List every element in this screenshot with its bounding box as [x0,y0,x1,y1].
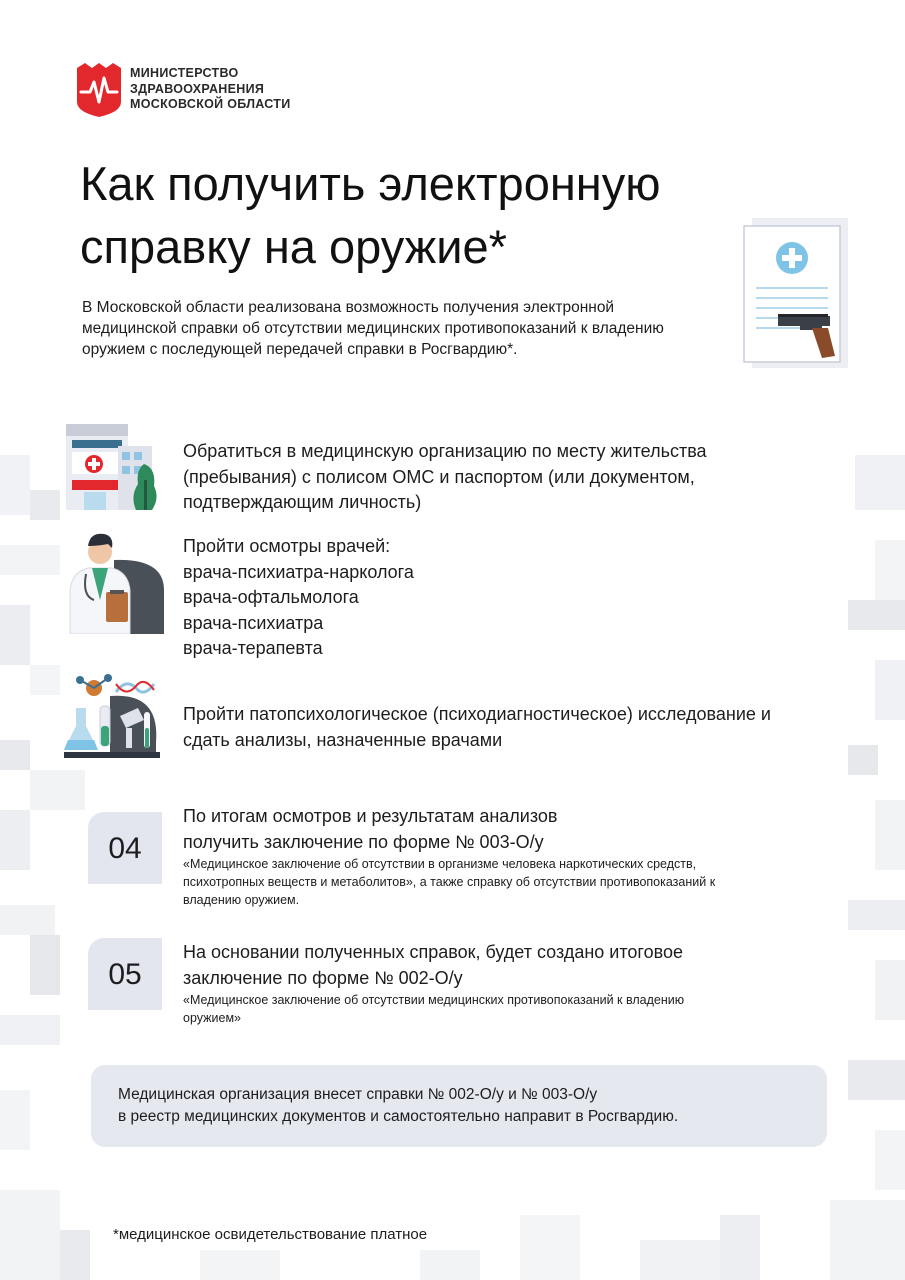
laboratory-icon [64,668,164,762]
page-title-line-1: Как получить электронную [80,157,661,210]
doctor-icon [64,530,164,634]
step-4-line-1: По итогам осмотров и результатам анализов [183,806,558,826]
document-pistol-icon [738,218,850,370]
ministry-line-3: МОСКОВСКОЙ ОБЛАСТИ [130,97,291,111]
step-5-line-2: заключение по форме № 002-О/у [183,967,463,988]
step-1-text [183,439,707,516]
notice-box [91,1065,827,1147]
notice-line-2: в реестр медицинских документов и самостоятельно направит в Росгвардию. [118,1108,679,1125]
step-2-line-1: Пройти осмотры врачей: [183,536,391,556]
step-5-note-line-2: оружием» [183,1011,241,1025]
step-1-line-2: (пребывания) с полисом ОМС и паспортом (или документом, [183,466,695,487]
step-4-note [183,855,715,909]
intro-line-3: оружием с последующей передачей справки в Росгвардию*. [82,341,518,358]
step-4-number: 04 [108,832,142,865]
intro-line-2: медицинской справки об отсутствии медицинских противопоказаний к владению [82,320,664,337]
step-5-number: 05 [108,958,142,991]
step-2-line-4: врача-психиатра [183,612,324,633]
step-5-number-box [88,938,162,1010]
step-4-note-line-1: «Медицинское заключение об отсутствии в организме человека наркотических средств, [183,857,697,871]
step-5-text [183,940,684,1027]
step-5-line-1: На основании полученных справок, будет создано итоговое [183,942,683,962]
notice-line-1: Медицинская организация внесет справки № 002-О/у и № 003-О/у [118,1086,598,1103]
step-1-line-1: Обратиться в медицинскую организацию по месту жительства [183,441,707,461]
step-3-line-2: сдать анализы, назначенные врачами [183,729,503,750]
hospital-icon [66,420,164,510]
step-4-number-box [88,812,162,884]
step-5-note-line-1: «Медицинское заключение об отсутствии медицинских противопоказаний к владению [183,993,685,1007]
step-2-line-2: врача-психиатра-нарколога [183,561,414,582]
heart-pulse-logo-icon [75,62,123,118]
step-2-text [183,534,414,662]
step-1-line-3: подтверждающим личность) [183,492,422,512]
step-3-text [183,702,771,753]
notice-text [118,1084,678,1128]
page-title-line-2: справку на оружие* [80,220,507,273]
step-4-line-2: получить заключение по форме № 003-О/у [183,831,544,852]
step-4-note-line-3: владению оружием. [183,893,300,907]
step-4-note-line-2: психотропных веществ и метаболитов», а также справку об отсутствии противопоказаний к [183,875,716,889]
ministry-line-2: ЗДРАВООХРАНЕНИЯ [130,81,265,96]
step-4-text [183,804,715,909]
step-2-line-3: врача-офтальмолога [183,587,359,607]
step-2-line-5: врача-терапевта [183,638,323,658]
footnote: *медицинское освидетельствование платное [113,1226,428,1243]
intro-line-1: В Московской области реализована возможность получения электронной [82,299,615,316]
step-3-line-1: Пройти патопсихологическое (психодиагностическое) исследование и [183,704,771,724]
step-5-note [183,991,684,1027]
intro-paragraph [82,297,742,360]
ministry-name [130,66,291,113]
page-title [80,152,760,278]
ministry-line-1: МИНИСТЕРСТВО [130,66,239,80]
